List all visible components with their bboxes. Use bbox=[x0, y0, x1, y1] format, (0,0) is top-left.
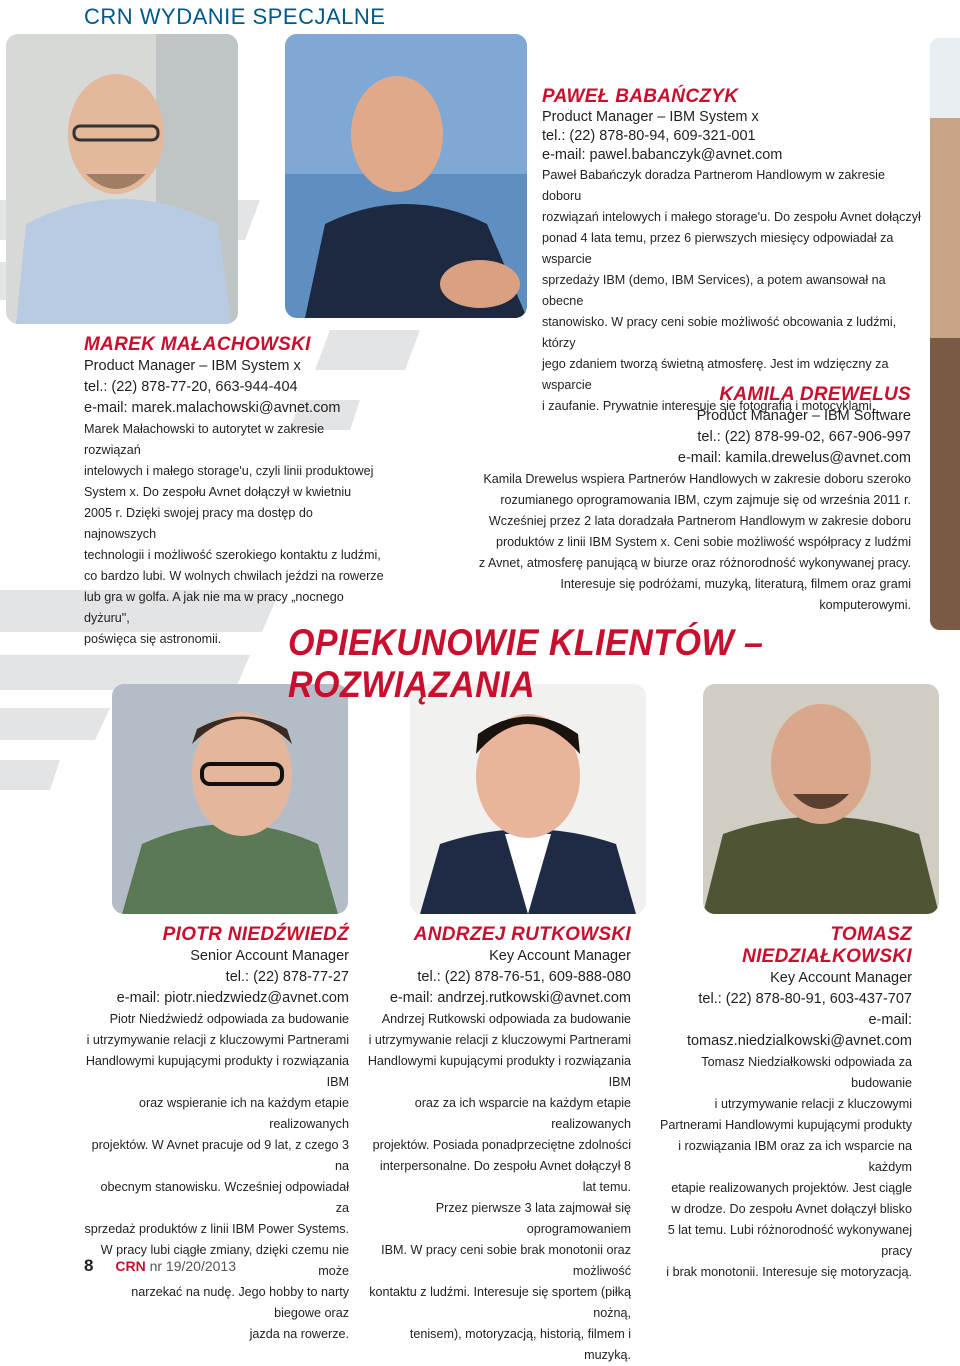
person-email[interactable]: tomasz.niedzialkowski@avnet.com bbox=[686, 1033, 912, 1049]
person-phone: tel.: (22) 878-80-91, 603-437-707 bbox=[698, 991, 912, 1007]
person-name: KAMILA DREWELUS bbox=[719, 384, 911, 405]
person-phone: tel.: (22) 878-77-20, 663-944-404 bbox=[84, 379, 298, 395]
person-name-line2: NIEDZIAŁKOWSKI bbox=[742, 946, 912, 967]
person-role: Senior Account Manager bbox=[190, 948, 349, 964]
profile-marek-malachowski bbox=[84, 334, 384, 650]
photo-andrzej-rutkowski bbox=[410, 684, 646, 914]
person-email[interactable]: e-mail: pawel.babanczyk@avnet.com bbox=[542, 147, 783, 163]
photo-tomasz-niedzialkowski bbox=[703, 684, 939, 914]
photo-marek-malachowski bbox=[6, 34, 238, 324]
person-role: Key Account Manager bbox=[770, 970, 912, 986]
adjacent-photo-edge bbox=[930, 38, 960, 630]
person-name: ANDRZEJ RUTKOWSKI bbox=[413, 924, 631, 945]
profile-tomasz-niedzialkowski bbox=[646, 924, 912, 1283]
profile-piotr-niedzwiedz bbox=[84, 924, 349, 1345]
person-phone: tel.: (22) 878-80-94, 609-321-001 bbox=[542, 128, 756, 144]
person-bio: Piotr Niedźwiedź odpowiada za budowanie i utrzymywanie relacji z kluczowymi Partnerami Handlowymi kupującymi produkty i rozwiązania IBM oraz wspieranie ich na każdym etapie realizowanych projektów. W Avnet pracuje od 9 lat, z czego 3 na obecnym stanowisku. Wcześniej odpowiadał za sprzedaż produktów z linii IBM Power Systems. W pracy lubi ciągłe zmiany, dzięki czemu nie może narzekać na nudę. Jego hobby to narty biegowe oraz jazda na rowerze. bbox=[84, 1012, 349, 1341]
person-name: MAREK MAŁACHOWSKI bbox=[84, 334, 311, 355]
person-email[interactable]: e-mail: kamila.drewelus@avnet.com bbox=[677, 450, 911, 466]
person-bio: Paweł Babańczyk doradza Partnerom Handlowym w zakresie doboru rozwiązań intelowych i małego storage'u. Do zespołu Avnet dołączył ponad 4 lata temu, przez 6 pierwszych miesięcy odpowiadał za wsparcie sprzedaży IBM (demo, IBM Services), a potem awansował na obecne stanowisko. W pracy ceni sobie możliwość obcowania z ludźmi, którzy jego zdaniem tworzą świetną atmosferę. Jest im wdzięczny za wsparcie i zaufanie. Prywatnie interesuje się fotografią i motocyklami. bbox=[542, 168, 921, 413]
person-bio: Andrzej Rutkowski odpowiada za budowanie i utrzymywanie relacji z kluczowymi Partnerami Handlowymi kupującymi produkty i rozwiązania IBM oraz za ich wsparcie na każdym etapie realizowanych projektów. Posiada ponadprzeciętne zdolności interpersonalne. Do zespołu Avnet dołączył 8 lat temu. Przez pierwsze 3 lata zajmował się oprogramowaniem IBM. W pracy ceni sobie brak monotonii oraz możliwość kontaktu z ludźmi. Interesuje się sportem (piłką nożną, tenisem), motoryzacją, historią, filmem i muzyką. bbox=[367, 1012, 631, 1362]
issue-number: nr 19/20/2013 bbox=[149, 1258, 236, 1274]
page-header-title: CRN WYDANIE SPECJALNE bbox=[84, 4, 386, 29]
person-name: PIOTR NIEDŹWIEDŹ bbox=[162, 924, 349, 945]
photo-piotr-niedzwiedz bbox=[112, 684, 348, 914]
person-role: Product Manager – IBM System x bbox=[542, 109, 759, 125]
section-title: OPIEKUNOWIE KLIENTÓW – ROZWIĄZANIA bbox=[288, 622, 764, 705]
person-bio: Tomasz Niedziałkowski odpowiada za budowanie i utrzymywanie relacji z kluczowymi Partnerami Handlowymi kupującymi produkty i rozwiązania IBM oraz za ich wsparcie na każdym etapie realizowanych projektów. Jest ciągle w drodze. Do zespołu Avnet dołączył blisko 5 lat temu. Lubi różnorodność wykonywanej pracy i brak monotonii. Interesuje się motoryzacją. bbox=[660, 1055, 912, 1279]
person-role: Product Manager – IBM System x bbox=[84, 358, 301, 374]
person-email[interactable]: e-mail: andrzej.rutkowski@avnet.com bbox=[389, 990, 631, 1006]
person-bio: Kamila Drewelus wspiera Partnerów Handlowych w zakresie doboru szeroko rozumianego oprogramowania IBM, czym zajmuje się od września 2011 r. Wcześniej przez 2 lata doradzała Partnerom Handlowym w zakresie doboru produktów z linii IBM System x. Ceni sobie możliwość współpracy z ludźmi z Avnet, atmosferę panującą w biurze oraz różnorodność wykonywanej pracy. Interesuje się podróżami, muzyką, literaturą, filmem oraz grami komputerowymi. bbox=[478, 472, 911, 612]
person-phone: tel.: (22) 878-76-51, 609-888-080 bbox=[417, 969, 631, 985]
crn-logo: CRN bbox=[115, 1258, 146, 1274]
person-phone: tel.: (22) 878-77-27 bbox=[225, 969, 349, 985]
person-role: Product Manager – IBM Software bbox=[696, 408, 911, 424]
profile-kamila-drewelus bbox=[470, 384, 911, 616]
page-footer bbox=[84, 1256, 236, 1276]
person-bio: Marek Małachowski to autorytet w zakresie rozwiązań intelowych i małego storage'u, czyli linii produktowej System x. Do zespołu Avnet dołączył w kwietniu 2005 r. Dzięki swojej pracy ma dostęp do najnowszych technologii i możliwość szerokiego kontaktu z ludźmi, co bardzo lubi. W wolnych chwilach jeździ na rowerze lub gra w golfa. A jak nie ma w pracy „nocnego dyżuru", poświęca się astronomii. bbox=[84, 422, 384, 646]
page-number: 8 bbox=[84, 1256, 94, 1275]
person-email[interactable]: e-mail: marek.malachowski@avnet.com bbox=[84, 400, 341, 416]
person-email[interactable]: e-mail: piotr.niedzwiedz@avnet.com bbox=[116, 990, 349, 1006]
profile-pawel-babanczyk bbox=[542, 86, 922, 417]
person-name: PAWEŁ BABAŃCZYK bbox=[542, 86, 739, 107]
person-phone: tel.: (22) 878-99-02, 667-906-997 bbox=[697, 429, 911, 445]
person-email-label: e-mail: bbox=[868, 1012, 912, 1028]
profile-andrzej-rutkowski bbox=[364, 924, 631, 1366]
photo-pawel-babanczyk bbox=[285, 34, 527, 318]
person-role: Key Account Manager bbox=[489, 948, 631, 964]
person-name-line1: TOMASZ bbox=[830, 924, 912, 945]
